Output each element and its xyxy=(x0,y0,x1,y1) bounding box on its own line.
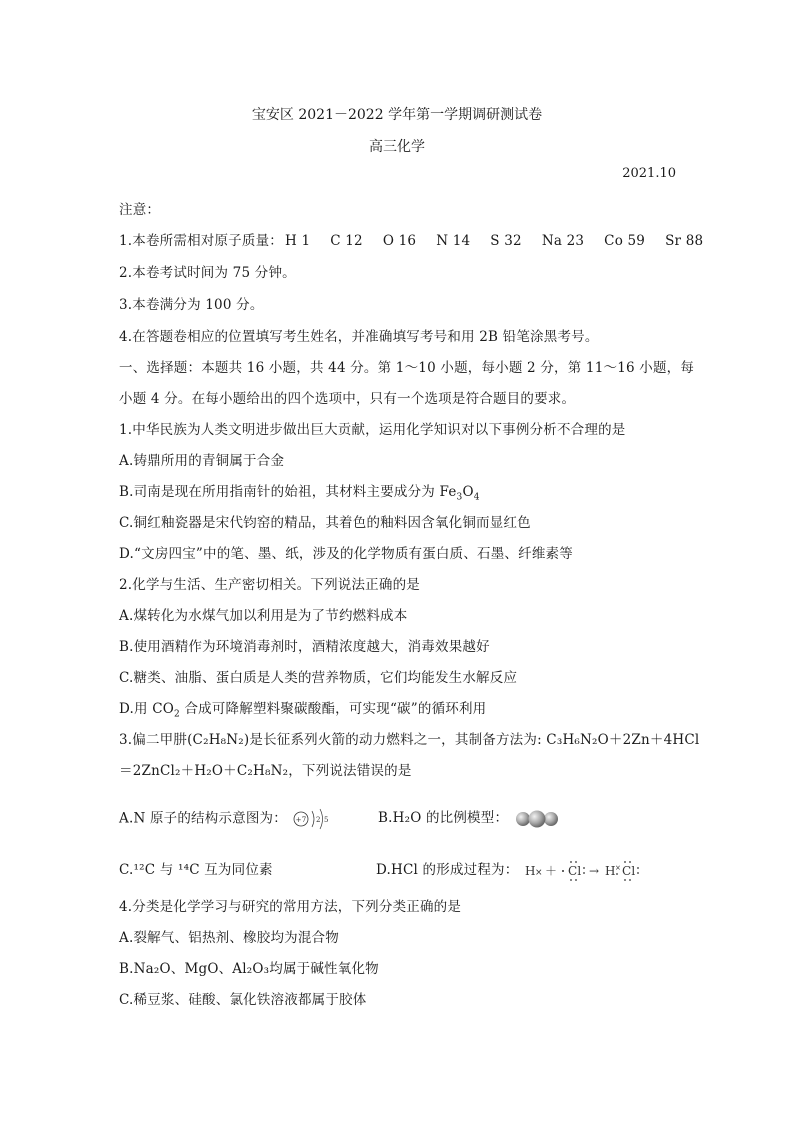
q4-option-a: A.裂解气、铝热剂、橡胶均为混合物 xyxy=(119,930,339,946)
cl-electron-dot-left xyxy=(562,870,564,872)
q2-stem: 2.化学与生活、生产密切相关。下列说法正确的是 xyxy=(119,577,420,593)
shell-2-electrons: 5 xyxy=(324,816,330,824)
reactant-h: H xyxy=(524,863,536,878)
q4-option-c: C.稀豆浆、硅酸、氯化铁溶液都属于胶体 xyxy=(119,992,367,1008)
exam-title: 宝安区 2021－2022 学年第一学期调研测试卷 xyxy=(251,107,543,123)
q4-option-b: B.Na₂O、MgO、Al₂O₃均属于碱性氧化物 xyxy=(119,961,379,977)
note-1 xyxy=(119,229,703,249)
cl-electron-dot-right-1 xyxy=(583,867,585,869)
electron-shell-1 xyxy=(312,811,314,827)
q2-option-d-prefix: D.用 CO xyxy=(119,701,175,717)
q3-option-a-label: A.N 原子的结构示意图为： xyxy=(119,810,287,827)
plus-sign: ＋ xyxy=(544,863,558,878)
q4-stem: 4.分类是化学学习与研究的常用方法，下列分类正确的是 xyxy=(119,899,462,915)
atomic-mass-na: Na 23 xyxy=(541,233,585,249)
q1-option-d: D.“文房四宝”中的笔、墨、纸，涉及的化学物质有蛋白质、石墨、纤维素等 xyxy=(119,546,573,562)
q1-option-b xyxy=(119,480,480,503)
q2-option-d xyxy=(119,697,486,720)
q2-option-d-suffix: 合成可降解塑料聚碳酸酯，可实现“碳”的循环利用 xyxy=(179,701,487,717)
nitrogen-atom-structure-diagram xyxy=(291,806,335,832)
cl-electron-dot-top-1 xyxy=(570,861,572,863)
q3-option-d-label: D.HCl 的形成过程为： xyxy=(376,862,519,878)
atomic-mass-s: S 32 xyxy=(490,233,522,249)
q3-option-d xyxy=(376,858,649,883)
exam-date: 2021.10 xyxy=(622,166,676,181)
shared-electron-dot xyxy=(616,873,618,875)
cl-electron-dot-bottom-1 xyxy=(570,879,572,881)
exam-subtitle: 高三化学 xyxy=(369,139,425,155)
cl-electron-dot-bottom-2 xyxy=(575,879,577,881)
q2-option-d-sub: 2 xyxy=(174,709,180,720)
q3-option-b-label: B.H₂O 的比例模型： xyxy=(378,810,509,826)
product-cl-dot-right-1 xyxy=(637,867,639,869)
hydrogen-ball-left xyxy=(516,812,530,826)
product-cl: Cl xyxy=(621,863,636,878)
hydrogen-ball-right xyxy=(544,812,558,826)
cl-electron-dot-top-2 xyxy=(575,861,577,863)
note-2: 2.本卷考试时间为 75 分钟。 xyxy=(119,265,296,281)
section-1-instructions-line-1: 一、选择题：本题共 16 小题，共 44 分。第 1～10 小题，每小题 2 分，第 11～16 小题，每 xyxy=(119,360,695,376)
water-space-filling-model-image xyxy=(513,809,561,829)
product-cl-dot-top-2 xyxy=(629,861,631,863)
q1-option-b-mid: O xyxy=(462,484,474,500)
atomic-mass-h: H 1 xyxy=(284,233,311,249)
reaction-arrow: → xyxy=(588,863,600,878)
q1-option-c: C.铜红釉瓷器是宋代钧窑的精品，其着色的釉料因含氧化铜而显红色 xyxy=(119,515,531,531)
hydrogen-electron-cross-product: × xyxy=(614,863,622,872)
q3-option-a xyxy=(119,806,335,832)
atomic-mass-n: N 14 xyxy=(436,233,471,249)
q1-stem: 1.中华民族为人类文明进步做出巨大贡献，运用化学知识对以下事例分析不合理的是 xyxy=(119,422,626,438)
note-3: 3.本卷满分为 100 分。 xyxy=(119,297,264,313)
q1-option-b-sub-1: 3 xyxy=(456,492,463,503)
q1-option-a: A.铸鼎所用的青铜属于合金 xyxy=(119,453,285,469)
product-cl-dot-bottom-1 xyxy=(624,879,626,881)
q3-option-b xyxy=(378,806,561,829)
reactant-cl: Cl xyxy=(567,863,582,878)
notes-heading: 注意： xyxy=(119,202,161,218)
product-cl-dot-right-2 xyxy=(637,872,639,874)
q3-option-c: C.¹²C 与 ¹⁴C 互为同位素 xyxy=(119,862,273,878)
q1-option-b-sub-2: 4 xyxy=(473,492,480,503)
note-4: 4.在答题卷相应的位置填写考生姓名，并准确填写考号和用 2B 铅笔涂黑考号。 xyxy=(119,329,599,345)
atomic-mass-o: O 16 xyxy=(382,233,417,249)
atomic-mass-sr: Sr 88 xyxy=(665,233,704,249)
q2-option-a: A.煤转化为水煤气加以利用是为了节约燃料成本 xyxy=(119,608,408,624)
product-cl-dot-top-1 xyxy=(624,861,626,863)
section-1-instructions-line-2: 小题 4 分。在每小题给出的四个选项中，只有一个选项是符合题目的要求。 xyxy=(119,391,576,407)
q2-option-b: B.使用酒精作为环境消毒剂时，酒精浓度越大，消毒效果越好 xyxy=(119,639,490,655)
cl-electron-dot-right-2 xyxy=(583,872,585,874)
hcl-formation-diagram xyxy=(523,859,649,883)
q3-stem-line-2: ＝2ZnCl₂＋H₂O＋C₂H₈N₂，下列说法错误的是 xyxy=(119,763,412,779)
shell-1-electrons: 2 xyxy=(316,816,322,824)
hydrogen-electron-cross-left: × xyxy=(534,867,543,878)
oxygen-ball xyxy=(528,810,545,827)
q2-option-c: C.糖类、油脂、蛋白质是人类的营养物质，它们均能发生水解反应 xyxy=(119,670,518,686)
q1-option-b-text: B.司南是现在所用指南针的始祖，其材料主要成分为 Fe xyxy=(119,484,457,500)
note-1-prefix: 1.本卷所需相对原子质量： xyxy=(119,233,283,249)
atomic-mass-c: C 12 xyxy=(330,233,363,249)
product-h: H xyxy=(604,863,616,878)
atomic-mass-co: Co 59 xyxy=(604,233,646,249)
product-cl-dot-bottom-2 xyxy=(629,879,631,881)
q3-stem-line-1: 3.偏二甲肼(C₂H₈N₂)是长征系列火箭的动力燃料之一，其制备方法为: C₃H₆N₂O＋2Zn＋4HCl xyxy=(119,732,700,748)
nucleus-charge: +7 xyxy=(296,816,307,824)
